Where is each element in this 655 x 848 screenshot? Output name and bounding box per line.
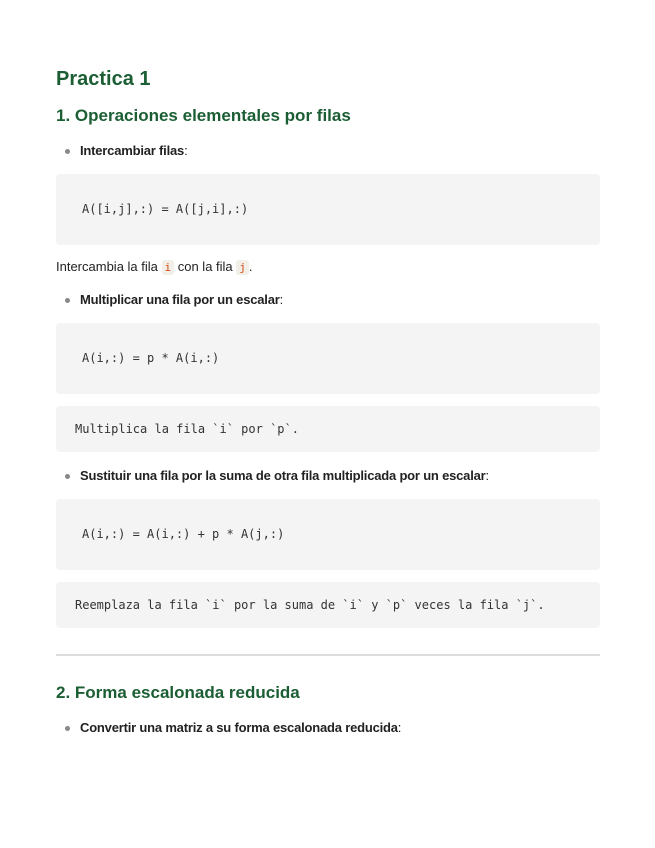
section-heading-forma-escalonada: 2. Forma escalonada reducida [56,683,300,702]
list-item-colon: : [184,143,188,158]
list-item-colon: : [279,292,284,307]
list-item-label: Convertir una matriz a su forma escalonada reducida [80,720,398,735]
code-text: A(i,:) = p * A(i,:) [82,351,220,365]
preformatted-description-sustituir [56,582,600,628]
list-item-label: Intercambiar filas [80,143,185,158]
bullet-dot [65,726,70,731]
page-title: Practica 1 [56,68,151,90]
description-intercambiar [56,259,253,274]
list-item-label: Sustituir una fila por la suma de otra fila multiplicada por un escalar [80,468,486,483]
bullet-dot [65,298,70,303]
preformatted-text: Multiplica la fila `i` por `p`. [75,422,299,436]
bullet-dot [65,149,70,154]
code-block-sustituir [56,499,600,570]
horizontal-rule [56,654,600,656]
preformatted-description-multiplicar [56,406,600,452]
code-text: A(i,:) = A(i,:) + p * A(j,:) [82,527,285,541]
bullet-dot [65,474,70,479]
inline-code-i: i [162,260,175,275]
code-block-multiplicar [56,323,600,394]
description-text: . [248,259,253,274]
list-item-label: Multiplicar una fila por un escalar [80,292,280,307]
description-text: con la fila [174,259,237,274]
description-text: Intercambia la fila [56,259,162,274]
preformatted-text: Reemplaza la fila `i` por la suma de `i` y `p` veces la fila `j`. [75,598,545,612]
code-text: A([i,j],:) = A([j,i],:) [82,202,249,216]
list-item-colon: : [397,720,402,735]
section-heading-operaciones: 1. Operaciones elementales por filas [56,106,351,125]
list-item-colon: : [485,468,490,483]
code-block-intercambiar [56,174,600,245]
inline-code-j: j [236,260,249,275]
